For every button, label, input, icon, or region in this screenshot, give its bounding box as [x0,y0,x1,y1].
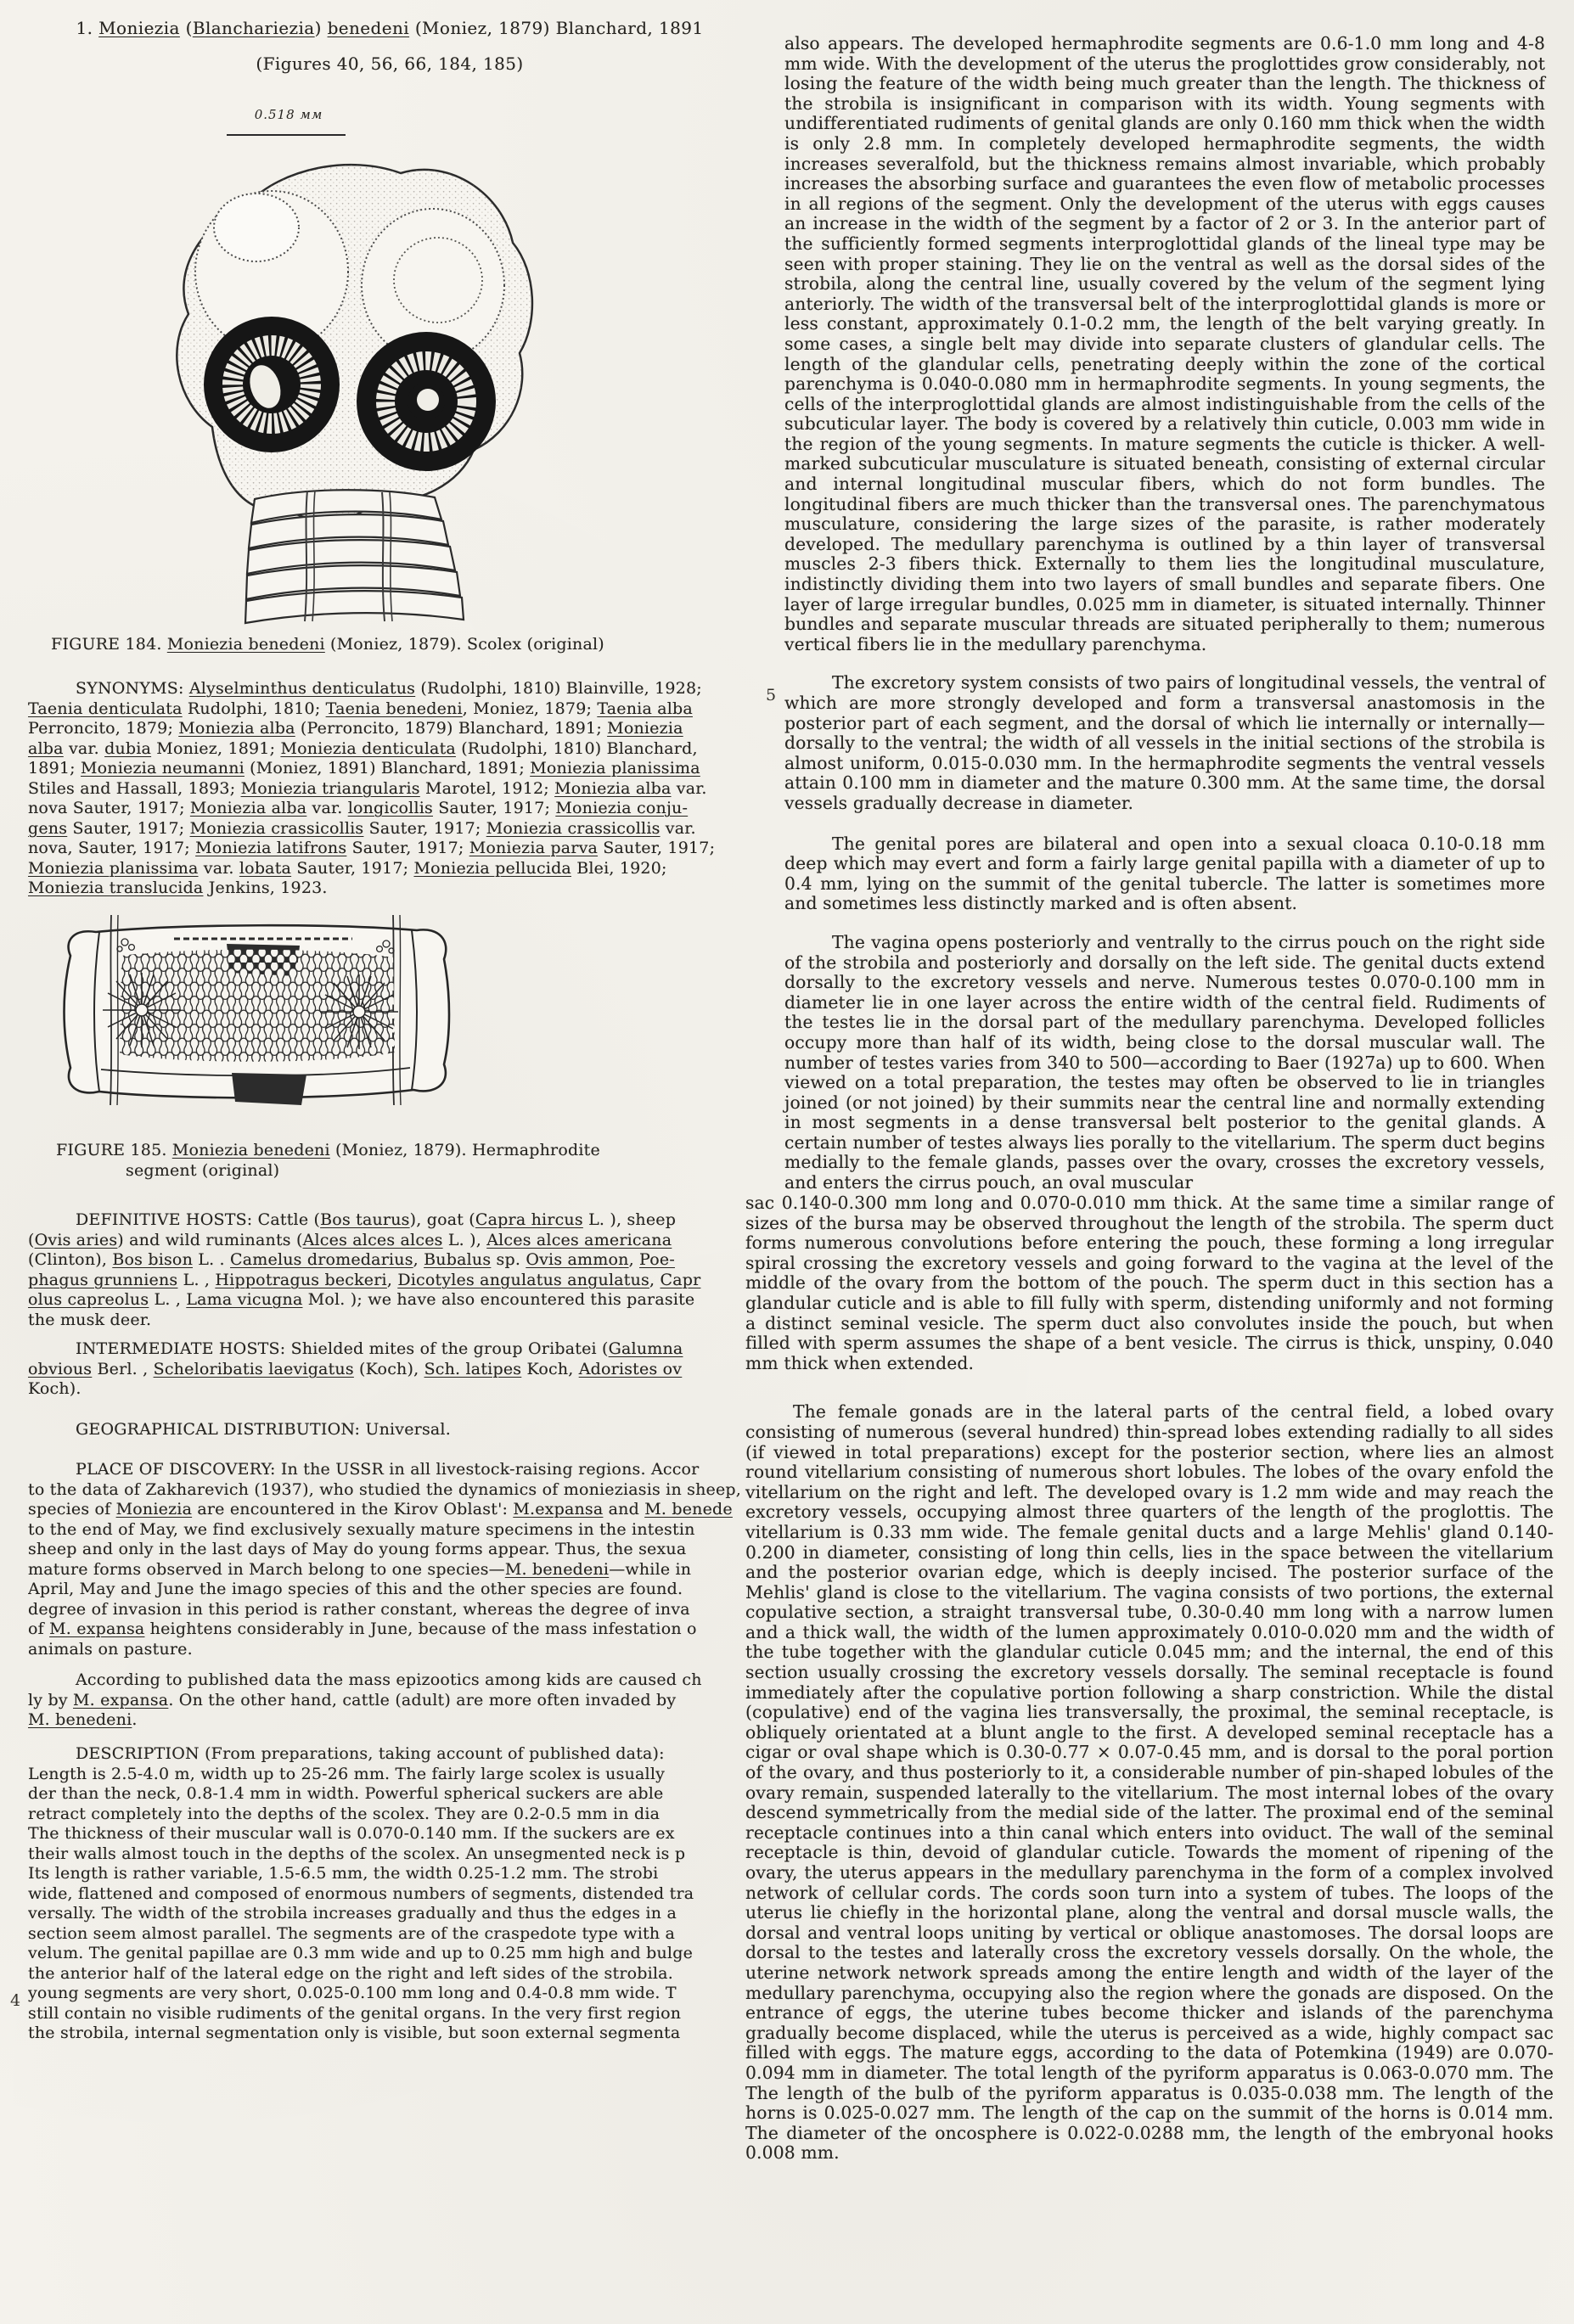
text-line: M. benedeni. [28,1710,138,1729]
excretory-system-paragraph: The excretory system consists of two pairs of longitudinal vessels, the ventral of which are more strongly developed and form a transversal anastomosis in the posterior part of each segment, and the dorsal of which lie internally or internally—dorsally to the ventral; the width of all vessels in the initial sections of the strobila is almost uniform, 0.015-0.030 mm. In the hermaphrodite segments the ventral vessels attain 0.100 mm in diameter and the mature 0.300 mm. At the same time, the dorsal vessels gradually decrease in diameter. [784,672,1545,813]
margin-line-marker-5: 5 [766,686,777,704]
text-line: INTERMEDIATE HOSTS: Shielded mites of the group Oribatei (Galumna [76,1339,683,1358]
morphology-paragraph: also appears. The developed hermaphrodite segments are 0.6-1.0 mm long and 4-8 mm wide. With the development of the uterus the proglottides grow considerably, not losing the feature of the width being much greater than the length. The thickness of the strobila is insignificant in comparison with its width. Young segments with undifferentiated rudiments of genital glands are only 0.160 mm thick when the width is only 2.8 mm. In completely developed hermaphrodite segments, the width increases severalfold, but the thickness remains almost invariable, which probably increases the absorbing surface and guarantees the even flow of metabolic processes in all regions of the segment. Only the development of the uterus with eggs causes an increase in the width of the segment by a factor of 2 or 3. In the anterior part of the sufficiently formed segments interproglottidal glands of the lineal type may be seen with proper staining. They lie on the ventral as well as the dorsal sides of the strobila, along the central line, usually covered by the velum of the segment lying anteriorly. The width of the transversal belt of the interproglottidal glands is more or less constant, approximately 0.1-0.2 mm, the length of the belt varying greatly. In some cases, a single belt may divide into separate clusters of glandular cells. The length of the glandular cells, penetrating deeply within the zone of the cortical parenchyma is 0.040-0.080 mm in hermaphrodite segments. In young segments, the cells of the interproglottidal glands are almost indistinguishable from the cells of the subcuticular layer. The body is covered by a relatively thin cuticle, 0.003 mm wide in the region of the young segments. In mature segments the cuticle is thicker. A well-marked subcuticular musculature is situated beneath, consisting of external circular and internal longitudinal muscular fibers, which do not form bundles. The longitudinal fibers are much thicker than the transversal ones. The parenchymatous musculature, considering the large sizes of the parasite, is rather moderately developed. The medullary parenchyma is outlined by a thin layer of transversal muscles 2-3 fibers thick. Externally to them lies the longitudinal musculature, indistinctly dividing them into two layers of small bundles and separate fibers. One layer of large irregular bundles, 0.025 mm in diameter, is situated internally. Thinner bundles and separate muscular threads are situated peripherally to them; numerous vertical fibers lie in the medullary parenchyma. [784,33,1545,654]
text-line: ly by M. expansa. On the other hand, cattle (adult) are more often invaded by [28,1690,677,1709]
text-line: young segments are very short, 0.025-0.100 mm long and 0.4-0.8 mm wide. T [28,1984,677,2002]
female-gonads-paragraph: The female gonads are in the lateral parts of the central field, a lobed ovary consisting of numerous (several hundred) thin-spread lobes extending radially to all sides (if viewed in total preparations) except for the posterior section, where lies an almost round vitellarium consisting of numerous short lobules. The lobes of the ovary enfold the vitellarium on the right and left. The developed ovary is 1.2 mm wide and may reach the excretory vessels, occupying almost three quarters of the length of the proglottis. The vitellarium is 0.33 mm wide. The female genital ducts and a large Mehlis' gland 0.140-0.200 in diameter, consisting of long thin cells, lies in the space between the vitellarium and the posterior ovarian edge, which is deeply incised. The posterior surface of the Mehlis' gland is close to the vitellarium. The vagina consists of two portions, the external copulative section, a straight transversal tube, 0.30-0.40 mm long with a narrow lumen and a thick wall, the width of the lumen approximately 0.010-0.020 mm and the width of the tube together with the glandular cuticle 0.045 mm; and the internal, the end of this section usually crossing the excretory vessels dorsally. The seminal receptacle is found immediately after the copulative portion following a sharp constriction. While the distal (copulative) end of the vagina lies transversally, the proximal, the seminal receptacle, is obliquely orientated at a blunt angle to the first. A developed seminal receptacle has a cigar or oval shape which is 0.30-0.77 × 0.07-0.45 mm, and is dorsal to the poral portion of the ovary, and thus posteriorly to it, a considerable number of pin-shaped lobules of the ovary remain, suspended laterally to the vitellarium. The most internal lobes of the ovary descend symmetrically from the medial side of the latter. The proximal end of the seminal receptacle continues into a thin canal which enters into oviduct. The wall of the seminal receptacle is thin, devoid of glandular cuticle. Towards the moment of ripening of the ovary, the uterus appears in the medullary parenchyma in the form of a complex involved network of cellular cords. The cords soon turn into a system of tubes. The loops of the uterus lie chiefly in the horizontal plane, along the ventral and dorsal muscle walls, the dorsal and ventral loops uniting by vertical or oblique anastomoses. The dorsal loops are dorsal to the testes and laterally cross the excretory vessels dorsally. On the whole, the uterine network network spreads among the entire length and width of the layer of the medullary parenchyma, occupying also the region where the gonads are disposed. On the entrance of eggs, the uterine tubes become thicker and islands of the parenchyma gradually become displaced, while the uterus is perceived as a wide, highly compact sac filled with eggs. The mature eggs, according to the data of Potemkina (1949) are 0.070-0.094 mm in diameter. The total length of the pyriform apparatus is 0.063-0.070 mm. The The length of the bulb of the pyriform apparatus is 0.035-0.038 mm. The length of the horns is 0.025-0.027 mm. The length of the cap on the summit of the horns is 0.014 mm. The diameter of the oncosphere is 0.022-0.0288 mm, the length of the embryonal hooks 0.008 mm. [745,1401,1554,2164]
right-column [784,34,1545,1193]
text-line: DESCRIPTION (From preparations, taking account of published data): [76,1744,665,1763]
text-line: phagus grunniens L. , Hippotragus beckeri, Dicotyles angulatus angulatus, Capr [28,1270,701,1289]
text-line: mature forms observed in March belong to one species—M. benedeni—while in [28,1559,692,1579]
text-line: Its length is rather variable, 1.5-6.5 mm, the width 0.25-1.2 mm. The strobi [28,1864,659,1883]
text-line: April, May and June the imago species of this and the other species are found. [28,1580,683,1598]
figure-185-caption-line2: segment (original) [126,1160,280,1180]
text-line: obvious Berl. , Scheloribatis laevigatus (Koch), Sch. latipes Koch, Adoristes ov [28,1359,683,1378]
text-line: Perroncito, 1879; Moniezia alba (Perroncito, 1879) Blanchard, 1891; Moniezia [28,719,683,738]
figure-185-caption-line1: FIGURE 185. Moniezia benedeni (Moniez, 1879). Hermaphrodite [56,1141,600,1159]
figure-184-scolex-illustration [127,143,560,625]
text-line: According to published data the mass epizootics among kids are caused ch [76,1670,702,1689]
figure-184-scale-label: 0.518 мм [254,107,323,122]
text-line: wide, flattened and composed of enormous numbers of segments, distended tra [28,1883,694,1903]
text-line: the anterior half of the lateral edge on the right and left sides of the strobila. [28,1963,673,1983]
figure-185-segment-illustration [47,907,464,1112]
text-line: of M. expansa heightens considerably in June, because of the mass infestation o [28,1620,697,1638]
text-line: Taenia denticulata Rudolphi, 1810; Taenia benedeni, Moniez, 1879; Taenia alba [28,699,693,718]
text-line: their walls almost touch in the depths of the scolex. An unsegmented neck is p [28,1844,686,1863]
text-line: the musk deer. [28,1310,152,1329]
text-line: SYNONYMS: Alyselminthus denticulatus (Rudolphi, 1810) Blainville, 1928; [76,679,702,698]
geographical-distribution-line: GEOGRAPHICAL DISTRIBUTION: Universal. [76,1420,451,1439]
text-line: (Clinton), Bos bison L. . Camelus dromedarius, Bubalus sp. Ovis ammon, Poe- [28,1250,675,1269]
scolex-drawing [127,143,560,625]
text-line: gens Sauter, 1917; Moniezia crassicollis Sauter, 1917; Moniezia crassicollis var. [28,818,696,838]
text-line: species of Moniezia are encountered in the Kirov Oblast': M.expansa and M. benede [28,1500,733,1518]
text-line: sheep and only in the last days of May do young forms appear. Thus, the sexua [28,1540,687,1558]
vagina-paragraph: The vagina opens posteriorly and ventrally to the cirrus pouch on the right side of the strobila and posteriorly and dorsally on the left side. The genital ducts extend dorsally to the excretory vessels and nerve. Numerous testes 0.070-0.100 mm in diameter lie in one layer across the entire width of the central field. Rudiments of the testes lie in the dorsal part of the medullary parenchyma. Developed follicles occupy more than half of its width, being close to the dorsal muscular wall. The number of testes varies from 340 to 500—according to Baer (1927a) up to 600. When viewed on a total preparation, the testes may often be observed to lie in triangles joined (or not joined) by their summits near the central line and normally extending in most segments in a dense transversal belt posterior to the genital glands. A certain number of testes always lies porally to the vitellarium. The sperm duct begins medially to the female glands, passes over the ovary, crosses the excretory vessels, and enters the cirrus pouch, an oval muscular [784,931,1545,1193]
text-line: to the data of Zakharevich (1937), who studied the dynamics of monieziasis in sheep, [28,1479,742,1499]
intermediate-hosts-paragraph [28,1339,751,1400]
text-line: Moniezia translucida Jenkins, 1923. [28,879,328,897]
text-line: Moniezia planissima var. lobata Sauter, 1917; Moniezia pellucida Blei, 1920; [28,858,667,878]
text-line: 1891; Moniezia neumanni (Moniez, 1891) Blanchard, 1891; Moniezia planissima [28,759,700,777]
text-line: Koch). [28,1379,82,1398]
text-line: still contain no visible rudiments of the genital organs. In the very first region [28,2003,682,2023]
text-line: DEFINITIVE HOSTS: Cattle (Bos taurus), goat (Capra hircus L. ), sheep [76,1210,677,1229]
text-line: velum. The genital papillae are 0.3 mm wide and up to 0.25 mm high and bulge [28,1944,694,1962]
text-line: The thickness of their muscular wall is 0.070-0.140 mm. If the suckers are ex [28,1824,675,1843]
text-line: der than the neck, 0.8-1.4 mm in width. Powerful spherical suckers are able [28,1784,664,1803]
bottom-text-block [745,1193,1554,2164]
place-of-discovery-paragraph [28,1460,751,1659]
text-line: olus capreolus L. , Lama vicugna Mol. ); we have also encountered this parasite [28,1290,695,1309]
text-line: animals on pasture. [28,1639,193,1659]
text-line: degree of invasion in this period is rather constant, whereas the degree of inva [28,1599,690,1619]
text-line: nova Sauter, 1917; Moniezia alba var. longicollis Sauter, 1917; Moniezia conju- [28,799,689,817]
text-line: versally. The width of the strobila increases gradually and thus the edges in a [28,1904,677,1923]
text-line: Stiles and Hassall, 1893; Moniezia triangularis Marotel, 1912; Moniezia alba var. [28,778,707,798]
synonyms-paragraph [28,679,751,899]
text-line: retract completely into the depths of the scolex. They are 0.2-0.5 mm in dia [28,1804,661,1823]
genital-pores-paragraph: The genital pores are bilateral and open into a sexual cloaca 0.10-0.18 mm deep which may evert and form a fairly large genital papilla with a diameter of up to 0.4 mm, lying on the summit of the genital tubercle. The latter is sometimes more and sometimes less distinctly marked and is often absent. [784,833,1545,914]
text-line: the strobila, internal segmentation only is visible, but soon external segmenta [28,2024,681,2042]
text-line: alba var. dubia Moniez, 1891; Moniezia denticulata (Rudolphi, 1810) Blanchard, [28,738,698,758]
text-line: to the end of May, we find exclusively sexually mature specimens in the intestin [28,1519,695,1539]
text-line: PLACE OF DISCOVERY: In the USSR in all livestock-raising regions. Accor [76,1460,700,1479]
species-heading-line1: 1. Moniezia (Blanchariezia) benedeni (Moniez, 1879) Blanchard, 1891 [76,18,704,38]
text-line: Length is 2.5-4.0 m, width up to 25-26 mm. The fairly large scolex is usually [28,1764,666,1783]
text-line: section seem almost parallel. The segments are of the craspedote type with a [28,1923,676,1943]
figure-184-scale-bar [227,134,346,136]
figure-185-caption [56,1141,600,1181]
text-line: (Ovis aries) and wild ruminants (Alces alces alces L. ), Alces alces americana [28,1230,672,1249]
figure-184-caption: FIGURE 184. Moniezia benedeni (Moniez, 1879). Scolex (original) [51,635,604,654]
epizootics-paragraph [28,1670,751,1731]
description-paragraph [28,1744,751,2044]
species-heading-line2: (Figures 40, 56, 66, 184, 185) [256,53,524,74]
cirrus-sac-paragraph: sac 0.140-0.300 mm long and 0.070-0.010 mm thick. At the same time a similar range of sizes of the bursa may be observed throughout the length of the strobila. The sperm duct forms numerous convolutions before entering the pouch, these forming a long irregular spiral crossing the excretory vessels and going forward to the vagina at the level of the middle of the ovary from the bottom of the pouch. The sperm duct in this section has a glandular cuticle and is able to fill fully with sperm, distending uniformly and not forming a distinct seminal vesicle. The sperm duct also convolutes inside the pouch, but when filled with sperm assumes the shape of a bent vesicle. The cirrus is thick, unspiny, 0.040 mm thick when extended. [745,1193,1554,1373]
margin-line-marker-4: 4 [10,1991,21,2010]
hermaphrodite-segment-drawing [47,907,464,1112]
definitive-hosts-paragraph [28,1210,751,1330]
text-line: nova, Sauter, 1917; Moniezia latifrons Sauter, 1917; Moniezia parva Sauter, 1917; [28,839,716,857]
